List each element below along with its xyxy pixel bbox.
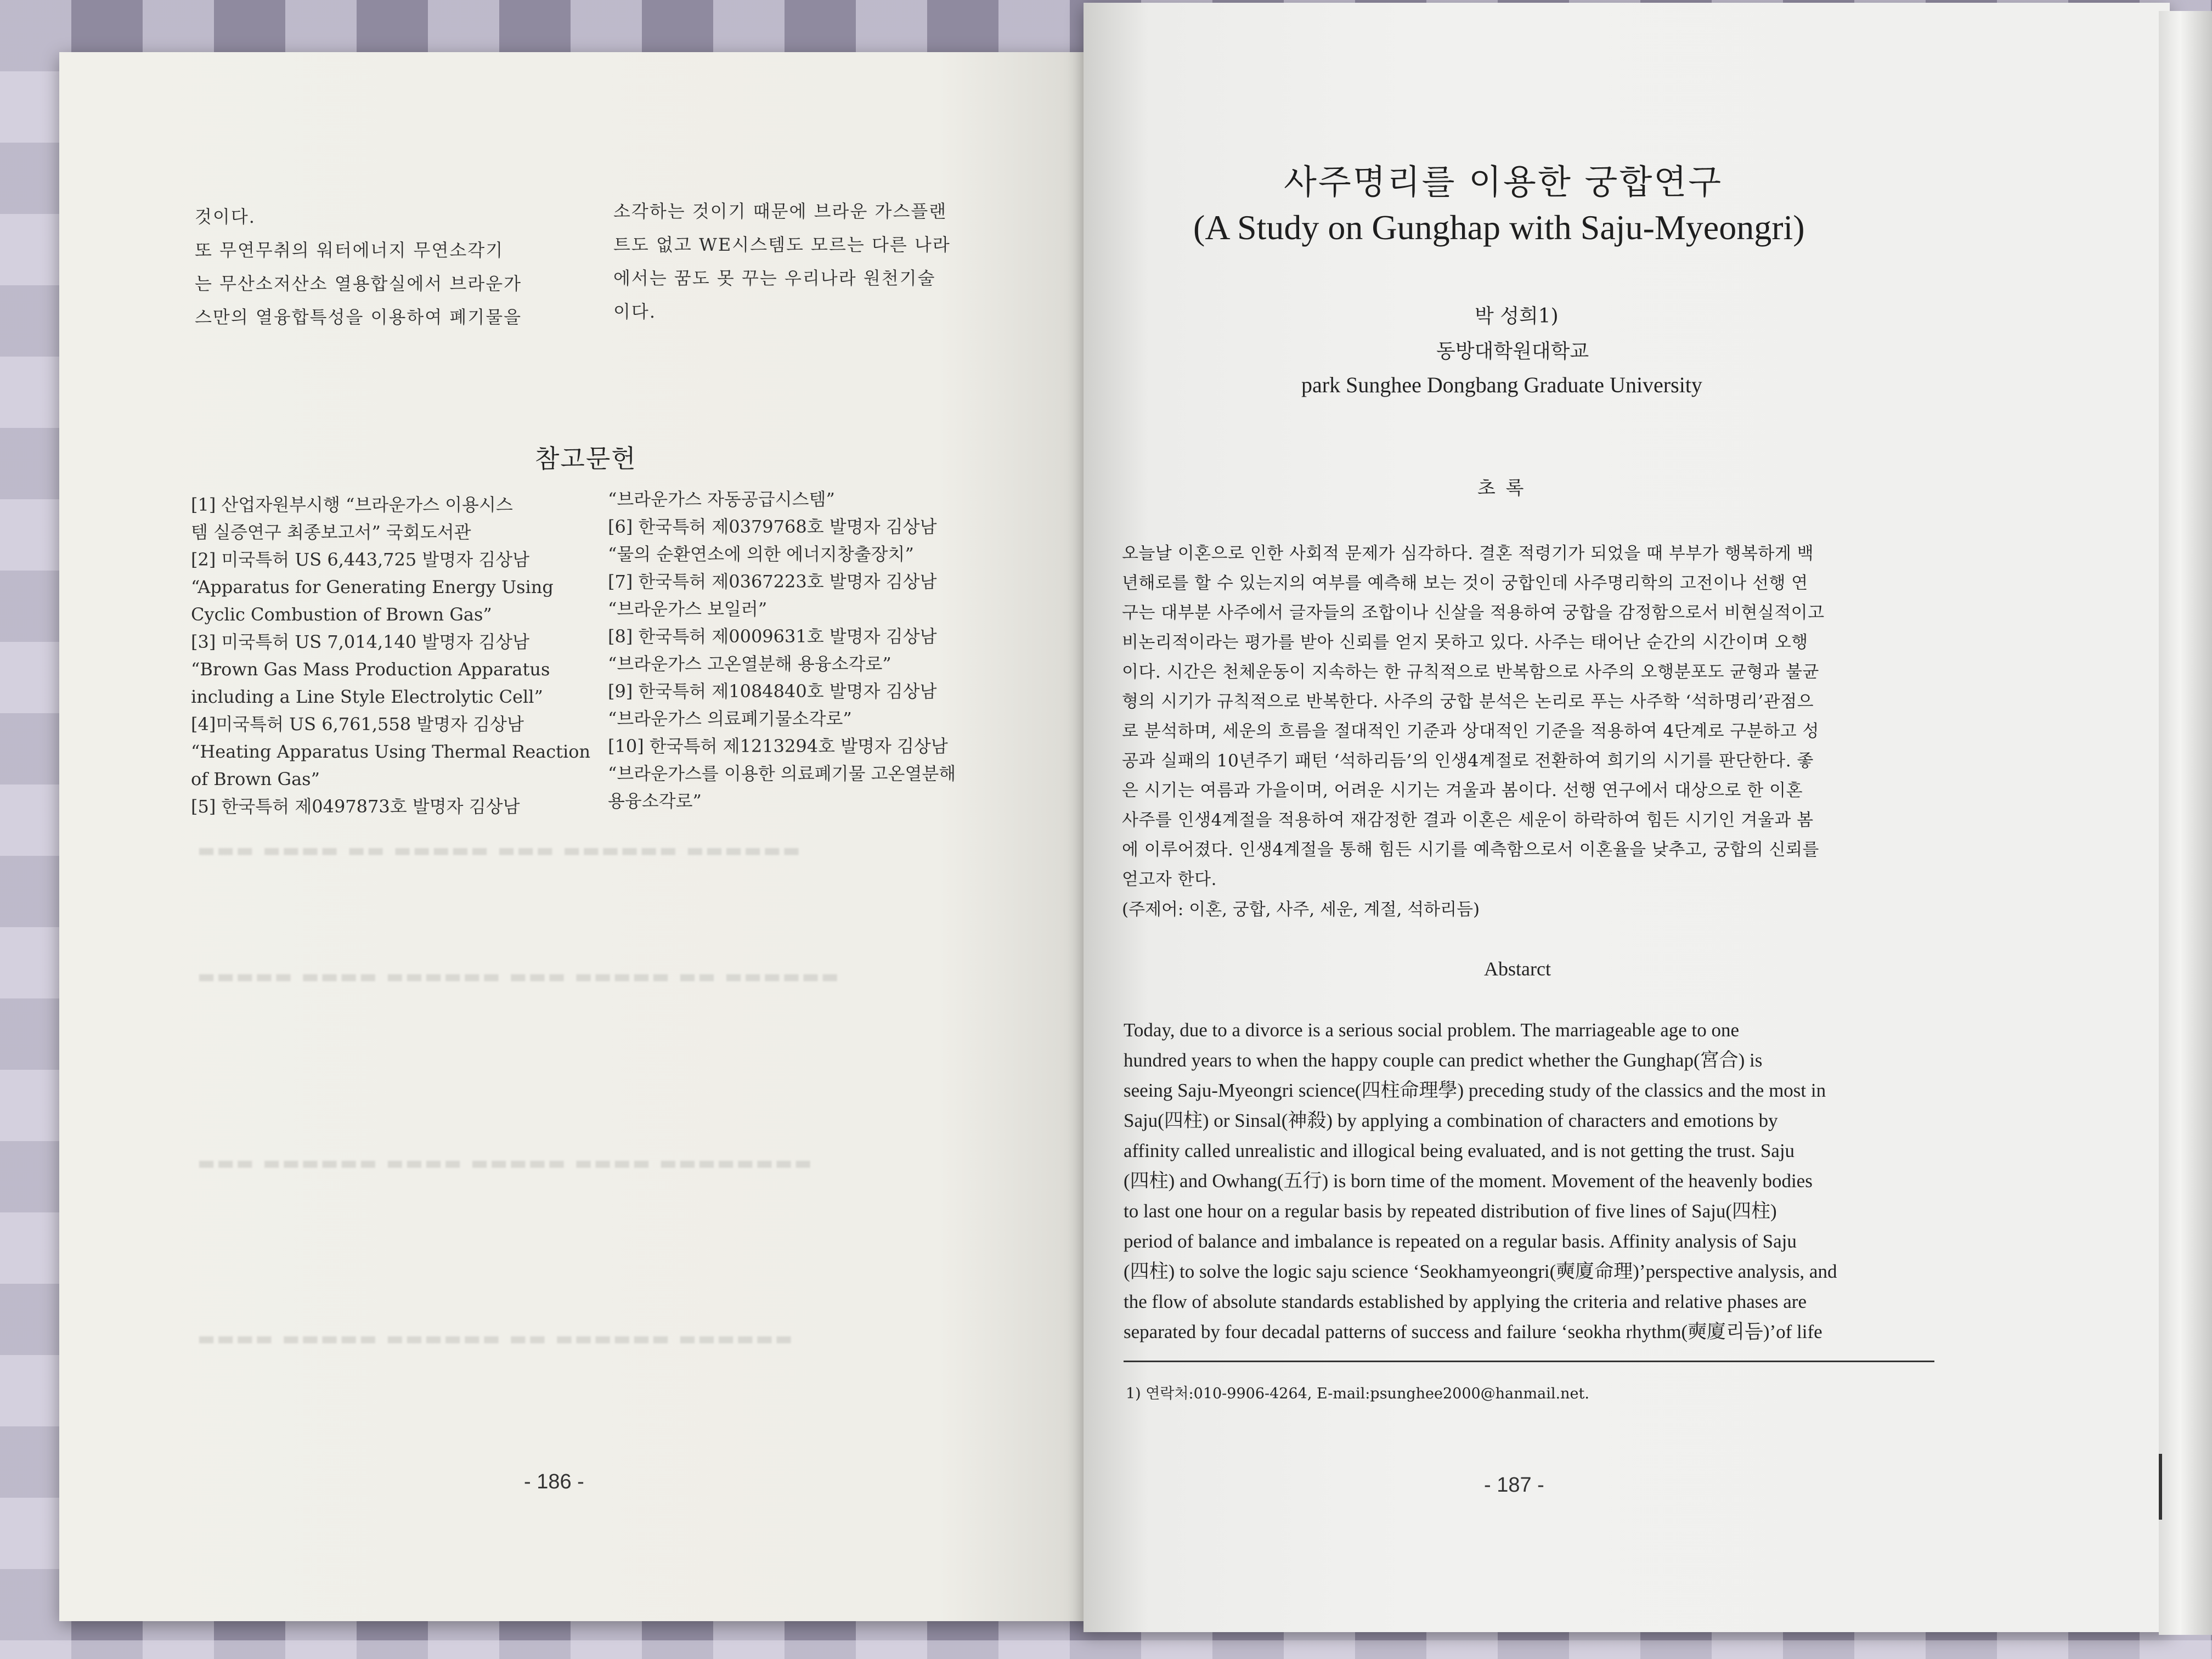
reference-line: “브라운가스 보일러” — [608, 599, 768, 619]
abstract-line: separated by four decadal patterns of success and failure ‘seokha rhythm(奭廈리듬)’of life — [1124, 1321, 1822, 1342]
reference-line: “브라운가스 의료폐기물소각로” — [608, 708, 852, 729]
author-affiliation-korean: 동방대학원대학교 — [1436, 340, 1589, 363]
footnote: 1) 연락처:010-9906-4264, E-mail:psunghee2000@hanmail.net. — [1126, 1385, 1589, 1402]
reference-line: 용융소각로” — [608, 791, 702, 811]
abstract-korean — [1122, 539, 1934, 912]
body-line: 트도 없고 WE시스템도 모르는 다른 나라 — [613, 234, 951, 255]
reference-line: “브라운가스 고온열분해 용융소각로” — [608, 653, 891, 674]
body-line: 스만의 열융합특성을 이용하여 폐기물을 — [195, 307, 522, 328]
references-right-column — [608, 486, 1003, 826]
show-through-text: ▬▬▬▬ ▬▬▬▬▬ ▬▬▬▬▬▬ ▬▬ ▬▬▬▬▬▬ ▬▬▬▬▬▬ — [198, 1328, 794, 1350]
body-line: 에서는 꿈도 못 꾸는 우리나라 원천기술 — [613, 268, 936, 289]
page-number-left: - 186 - — [524, 1470, 584, 1493]
abstract-line: Saju(四柱) or Sinsal(神殺) by applying a combination of characters and emotions by — [1124, 1110, 1778, 1131]
abstract-line: 오늘날 이혼으로 인한 사회적 문제가 심각하다. 결혼 적령기가 되었을 때 부부가 행복하게 백 — [1122, 544, 1814, 563]
abstract-english — [1124, 1015, 1930, 1350]
reference-line: “Brown Gas Mass Production Apparatus — [191, 659, 550, 680]
reference-line: of Brown Gas” — [191, 769, 320, 789]
body-line: 것이다. — [195, 206, 256, 227]
body-line: 또 무연무취의 워터에너지 무연소각기 — [195, 240, 504, 261]
reference-line: “Heating Apparatus Using Thermal Reaction — [191, 741, 591, 762]
abstract-line: 비논리적이라는 평가를 받아 신뢰를 얻지 못하고 있다. 사주는 태어난 순간의 시간이며 오행 — [1122, 633, 1808, 652]
reference-line: “브라운가스를 이용한 의료폐기물 고온열분해 — [608, 763, 956, 784]
reference-line: [8] 한국특허 제0009631호 발명자 김상남 — [608, 626, 937, 647]
reference-line: [7] 한국특허 제0367223호 발명자 김상남 — [608, 571, 937, 592]
reference-line: “브라운가스 자동공급시스템” — [608, 489, 835, 510]
abstract-line: seeing Saju-Myeongri science(四柱命理學) preceding study of the classics and the most in — [1124, 1080, 1826, 1101]
body-line: 는 무산소저산소 열용합실에서 브라운가 — [195, 273, 522, 294]
abstract-line: 공과 실패의 10년주기 패턴 ‘석하리듬’의 인생4계절로 전환하여 희기의 시기를 판단한다. 좋 — [1122, 751, 1814, 771]
abstract-line: Today, due to a divorce is a serious social problem. The marriageable age to one — [1124, 1019, 1740, 1041]
show-through-text: ▬▬▬ ▬▬▬▬▬▬ ▬▬▬▬ ▬▬▬▬▬ ▬▬▬▬ ▬▬▬▬▬▬▬▬ — [198, 1152, 814, 1174]
abstract-line: hundred years to when the happy couple can predict whether the Gunghap(宮合) is — [1124, 1049, 1763, 1071]
abstract-line: 년해로를 할 수 있는지의 여부를 예측해 보는 것이 궁합인데 사주명리학의 고전이나 선행 연 — [1122, 573, 1808, 593]
reference-line: 템 실증연구 최종보고서” 국회도서관 — [191, 522, 471, 543]
reference-line: [10] 한국특허 제1213294호 발명자 김상남 — [608, 736, 948, 757]
abstract-line: 사주를 인생4계절을 적용하여 재감정한 결과 이혼은 세운이 하락하여 힘든 시기인 겨울과 봄 — [1122, 810, 1814, 830]
abstract-line: 에 이루어졌다. 인생4계절을 통해 힘든 시기를 예측함으로서 이혼율을 낮추고, 궁합의 신뢰를 — [1122, 840, 1819, 860]
references-left-column — [191, 491, 591, 831]
abstract-korean-heading: 초 록 — [1477, 477, 1526, 499]
show-through-text: ▬▬▬▬▬ ▬▬▬▬ ▬▬▬▬▬▬ ▬▬▬ ▬▬▬▬▬ ▬▬ ▬▬▬▬▬▬ — [198, 966, 840, 988]
abstract-line: (四柱) and Owhang(五行) is born time of the moment. Movement of the heavenly bodies — [1124, 1170, 1813, 1192]
abstract-line: 구는 대부분 사주에서 글자들의 조합이나 신살을 적용하여 궁합을 감정함으로서 비현실적이고 — [1122, 603, 1825, 623]
reference-line: [2] 미국특허 US 6,443,725 발명자 김상남 — [191, 549, 530, 570]
keywords: (주제어: 이혼, 궁합, 사주, 세운, 계절, 석하리듬) — [1122, 900, 1480, 919]
reference-line: [9] 한국특허 제1084840호 발명자 김상남 — [608, 681, 937, 702]
reference-line: [5] 한국특허 제0497873호 발명자 김상남 — [191, 796, 520, 817]
abstract-line: the flow of absolute standards established by applying the criteria and relative phases are — [1124, 1291, 1807, 1312]
abstract-line: 이다. 시간은 천체운동이 지속하는 한 규칙적으로 반복함으로 사주의 오행분포도 균형과 불균 — [1122, 662, 1819, 682]
abstract-line: period of balance and imbalance is repeated on a regular basis. Affinity analysis of Saju — [1124, 1231, 1797, 1252]
page-edge-mark — [2159, 1454, 2162, 1520]
page-number-right: - 187 - — [1484, 1474, 1544, 1497]
reference-line: [6] 한국특허 제0379768호 발명자 김상남 — [608, 516, 937, 537]
body-text-left-column — [195, 203, 568, 335]
paper-title-korean: 사주명리를 이용한 궁합연구 — [1284, 162, 1723, 202]
abstract-line: to last one hour on a regular basis by repeated distribution of five lines of Saju(四柱) — [1124, 1200, 1777, 1222]
reference-line: “Apparatus for Generating Energy Using — [191, 577, 554, 597]
abstract-line: 로 분석하며, 세운의 흐름을 절대적인 기준과 상대적인 기준을 적용하여 4단계로 구분하고 성 — [1122, 721, 1819, 741]
body-text-right-column — [613, 198, 1008, 329]
footnote-divider — [1124, 1361, 1934, 1362]
reference-line: [4]미국특허 US 6,761,558 발명자 김상남 — [191, 714, 524, 735]
body-line: 이다. — [613, 301, 656, 322]
paper-title-english: (A Study on Gunghap with Saju-Myeongri) — [1193, 208, 1805, 247]
body-line: 소각하는 것이기 때문에 브라운 가스플랜 — [613, 201, 947, 222]
abstract-line: (四柱) to solve the logic saju science ‘Seokhamyeongri(奭廈命理)’perspective analysis, and — [1124, 1261, 1837, 1282]
abstract-line: affinity called unrealistic and illogical being evaluated, and is not getting the trust. Saju — [1124, 1140, 1795, 1161]
reference-line: including a Line Style Electrolytic Cell” — [191, 686, 543, 707]
reference-line: “물의 순환연소에 의한 에너지창출장치” — [608, 544, 914, 565]
author-name: 박 성희1) — [1475, 305, 1559, 328]
reference-line: [1] 산업자원부시행 “브라운가스 이용시스 — [191, 494, 513, 515]
abstract-line: 은 시기는 여름과 가을이며, 어려운 시기는 겨울과 봄이다. 선행 연구에서 대상으로 한 이혼 — [1122, 781, 1803, 800]
reference-line: Cyclic Combustion of Brown Gas” — [191, 604, 492, 625]
author-affiliation-english: park Sunghee Dongbang Graduate University — [1301, 373, 1702, 397]
show-through-text: ▬▬▬ ▬▬▬▬ ▬▬ ▬▬▬▬▬ ▬▬▬ ▬▬▬▬▬▬ ▬▬▬▬▬▬ — [198, 839, 802, 861]
abstract-line: 형의 시기가 규칙적으로 반복한다. 사주의 궁합 분석은 논리로 푸는 사주학 ‘석하명리’관점으 — [1122, 692, 1814, 712]
references-heading: 참고문헌 — [535, 444, 637, 473]
page-stack-edge — [2159, 11, 2212, 1635]
reference-line: [3] 미국특허 US 7,014,140 발명자 김상남 — [191, 631, 530, 652]
abstract-english-heading: Abstarct — [1484, 958, 1551, 980]
abstract-line: 얻고자 한다. — [1122, 870, 1217, 889]
